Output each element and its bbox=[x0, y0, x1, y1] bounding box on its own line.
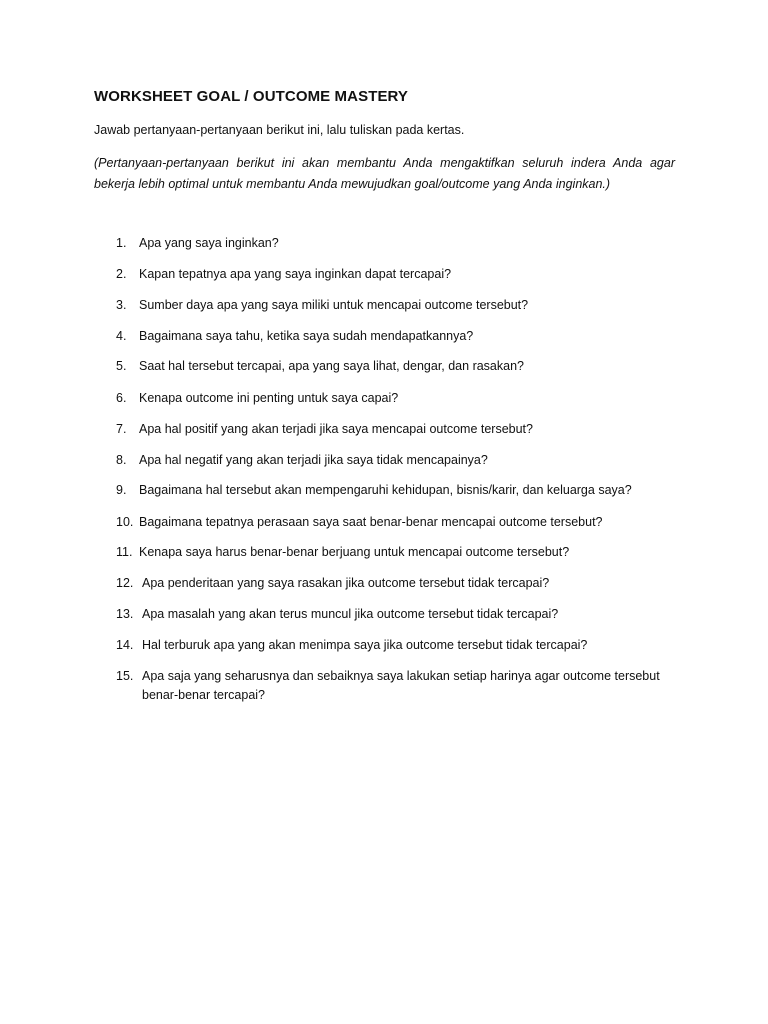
italic-note: (Pertanyaan-pertanyaan berikut ini akan membantu Anda mengaktifkan seluruh indera Anda agar bekerja lebih optimal untuk membantu Anda mewujudkan goal/outcome yang Anda inginkan.) bbox=[94, 156, 675, 191]
question-text: Saat hal tersebut tercapai, apa yang saya lihat, dengar, dan rasakan? bbox=[139, 359, 524, 373]
question-item bbox=[116, 481, 686, 500]
question-item bbox=[116, 234, 686, 253]
question-item bbox=[116, 513, 686, 532]
question-number: 8. bbox=[116, 453, 127, 467]
question-text: Bagaimana hal tersebut akan mempengaruhi kehidupan, bisnis/karir, dan keluarga saya? bbox=[139, 483, 632, 497]
question-item bbox=[116, 543, 686, 562]
question-item bbox=[116, 296, 686, 315]
question-text: Apa yang saya inginkan? bbox=[139, 236, 279, 250]
question-number: 3. bbox=[116, 298, 127, 312]
question-number: 5. bbox=[116, 359, 127, 373]
question-text: Apa masalah yang akan terus muncul jika outcome tersebut tidak tercapai? bbox=[142, 607, 559, 621]
question-number: 2. bbox=[116, 267, 127, 281]
question-text: Apa hal positif yang akan terjadi jika saya mencapai outcome tersebut? bbox=[139, 422, 533, 436]
question-text: Hal terburuk apa yang akan menimpa saya jika outcome tersebut tidak tercapai? bbox=[142, 638, 588, 652]
document-title: WORKSHEET GOAL / OUTCOME MASTERY bbox=[94, 88, 409, 105]
question-number: 9. bbox=[116, 483, 127, 497]
question-number: 15. bbox=[116, 669, 134, 683]
question-item bbox=[116, 389, 686, 408]
question-number: 1. bbox=[116, 236, 127, 250]
question-item bbox=[116, 265, 686, 284]
question-text: Kapan tepatnya apa yang saya inginkan dapat tercapai? bbox=[139, 267, 452, 281]
question-number: 11. bbox=[116, 545, 133, 559]
question-number: 12. bbox=[116, 576, 134, 590]
question-item bbox=[116, 574, 686, 593]
question-number: 4. bbox=[116, 329, 127, 343]
question-text: Bagaimana saya tahu, ketika saya sudah mendapatkannya? bbox=[139, 329, 474, 343]
question-text: Bagaimana tepatnya perasaan saya saat benar-benar mencapai outcome tersebut? bbox=[139, 515, 603, 529]
question-item bbox=[116, 605, 686, 624]
question-number: 7. bbox=[116, 422, 127, 436]
question-number: 10. bbox=[116, 515, 134, 529]
question-number: 13. bbox=[116, 607, 134, 621]
question-number: 6. bbox=[116, 391, 127, 405]
question-item bbox=[116, 451, 686, 470]
question-text: Apa penderitaan yang saya rasakan jika outcome tersebut tidak tercapai? bbox=[142, 576, 550, 590]
question-item bbox=[116, 420, 686, 439]
question-text: Sumber daya apa yang saya miliki untuk mencapai outcome tersebut? bbox=[139, 298, 529, 312]
question-item bbox=[116, 667, 686, 705]
question-text: Kenapa outcome ini penting untuk saya capai? bbox=[139, 391, 399, 405]
question-number: 14. bbox=[116, 638, 134, 652]
question-text: Kenapa saya harus benar-benar berjuang untuk mencapai outcome tersebut? bbox=[139, 545, 570, 559]
question-item bbox=[116, 357, 686, 376]
question-item bbox=[116, 636, 686, 655]
instruction-text: Jawab pertanyaan-pertanyaan berikut ini, lalu tuliskan pada kertas. bbox=[94, 123, 465, 137]
question-text: Apa saja yang seharusnya dan sebaiknya saya lakukan setiap harinya agar outcome tersebut benar-benar tercapai? bbox=[142, 669, 660, 702]
question-item bbox=[116, 327, 686, 346]
question-text: Apa hal negatif yang akan terjadi jika saya tidak mencapainya? bbox=[139, 453, 488, 467]
